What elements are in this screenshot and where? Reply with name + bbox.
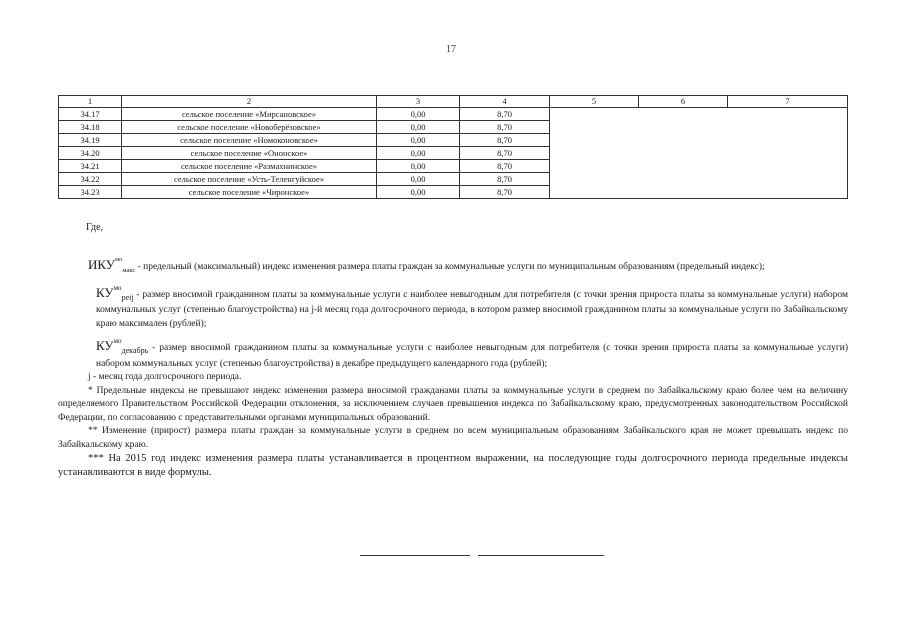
row-number: 34.20 xyxy=(59,147,122,160)
row-number: 34.23 xyxy=(59,186,122,199)
note-three: *** На 2015 год индекс изменения размера платы устанавливается в процентном выражении, на последующие годы долгосрочного периода предельные индексы устанавливаются в виде формулы. xyxy=(58,453,848,478)
value-col4: 8,70 xyxy=(460,108,550,121)
ku-rej-description: - размер вносимой гражданином платы за коммунальные услуги с наиболее невыгодным для потребителя (с точки зрения прироста платы за коммунальные услуги) набором коммунальных услуг (степенью благоустройства) на j-й месяц года долгосрочного периода, в котором размер вносимой гражданином платы за коммунальные услуги по Забайкальскому краю максимален (рублей); xyxy=(96,289,848,329)
header-cell: 1 xyxy=(59,96,122,108)
ku-dec-description: - размер вносимой гражданином платы за коммунальные услуги с наиболее невыгодным для потребителя (с точки зрения прироста платы за коммунальные услуги) набором коммунальных услуг (степенью благоустройства) в декабре предыдущего календарного года (рублей); xyxy=(96,343,848,369)
note-one: * Предельные индексы не превышают индекс изменения размера вносимой гражданами платы за коммунальные услуги в среднем по Забайкальскому краю более чем на величину определяемого Правительством Российской Федерации отклонения, за исключением случаев превышения индекса по Забайкальскому краю, предусмотренных законодательством Российской Федерации, по согласованию с представительными органами муниципальных образований. xyxy=(58,385,848,423)
settlement-name: сельское поселение «Чиронское» xyxy=(122,186,377,199)
header-cell: 2 xyxy=(122,96,377,108)
ku-dec-subscript: декабрь xyxy=(121,346,149,355)
value-col4: 8,70 xyxy=(460,121,550,134)
value-col3: 0,00 xyxy=(377,186,460,199)
value-col3: 0,00 xyxy=(377,108,460,121)
header-cell: 6 xyxy=(639,96,728,108)
ku-dec-definition xyxy=(58,335,848,371)
row-number: 34.21 xyxy=(59,160,122,173)
value-col4: 8,70 xyxy=(460,160,550,173)
note-two: ** Изменение (прирост) размера платы граждан за коммунальные услуги в среднем по всем муниципальным образованиям Забайкальского края не может превышать индекс по Забайкальскому краю. xyxy=(58,426,848,450)
definitions-block xyxy=(58,253,848,480)
signature-line-right xyxy=(478,555,604,556)
ku-rej-superscript: мо xyxy=(113,283,122,292)
iku-description: - предельный (максимальный) индекс изменения размера платы граждан за коммунальные услуги по муниципальным образованиям (предельный индекс); xyxy=(135,262,765,272)
header-cell: 5 xyxy=(550,96,639,108)
iku-superscript: мо xyxy=(115,256,123,263)
settlement-name: сельское поселение «Мирсановское» xyxy=(122,108,377,121)
settlement-name: сельское поселение «Номоконовское» xyxy=(122,134,377,147)
header-cell: 3 xyxy=(377,96,460,108)
j-definition: j - месяц года долгосрочного периода. xyxy=(88,372,242,382)
ku-dec-superscript: мо xyxy=(113,337,122,345)
index-table xyxy=(58,95,848,199)
value-col4: 8,70 xyxy=(460,147,550,160)
ku-symbol: КУ xyxy=(96,284,114,300)
ku-rej-subscript: peij xyxy=(121,292,134,302)
table-row xyxy=(59,108,848,121)
gde-label: Где, xyxy=(86,222,104,233)
iku-symbol: ИКУ xyxy=(88,257,116,272)
row-number: 34.19 xyxy=(59,134,122,147)
value-col3: 0,00 xyxy=(377,160,460,173)
settlement-name: сельское поселение «Ононское» xyxy=(122,147,377,160)
signature-line-left xyxy=(360,555,470,556)
empty-merged-cell xyxy=(550,108,848,199)
page-number: 17 xyxy=(446,44,456,55)
settlement-name: сельское поселение «Усть-Теленгуйское» xyxy=(122,173,377,186)
value-col4: 8,70 xyxy=(460,134,550,147)
header-cell: 4 xyxy=(460,96,550,108)
ku-rej-definition xyxy=(58,282,848,332)
value-col3: 0,00 xyxy=(377,134,460,147)
settlement-name: сельское поселение «Новоберёзовское» xyxy=(122,121,377,134)
row-number: 34.17 xyxy=(59,108,122,121)
value-col3: 0,00 xyxy=(377,147,460,160)
table-header-row xyxy=(59,96,848,108)
ku-symbol: КУ xyxy=(96,338,114,353)
value-col3: 0,00 xyxy=(377,121,460,134)
value-col3: 0,00 xyxy=(377,173,460,186)
row-number: 34.22 xyxy=(59,173,122,186)
header-cell: 7 xyxy=(728,96,848,108)
iku-subscript: макс xyxy=(122,267,136,274)
value-col4: 8,70 xyxy=(460,173,550,186)
settlement-name: сельское поселение «Размахнинское» xyxy=(122,160,377,173)
row-number: 34.18 xyxy=(59,121,122,134)
value-col4: 8,70 xyxy=(460,186,550,199)
iku-definition xyxy=(58,253,848,278)
